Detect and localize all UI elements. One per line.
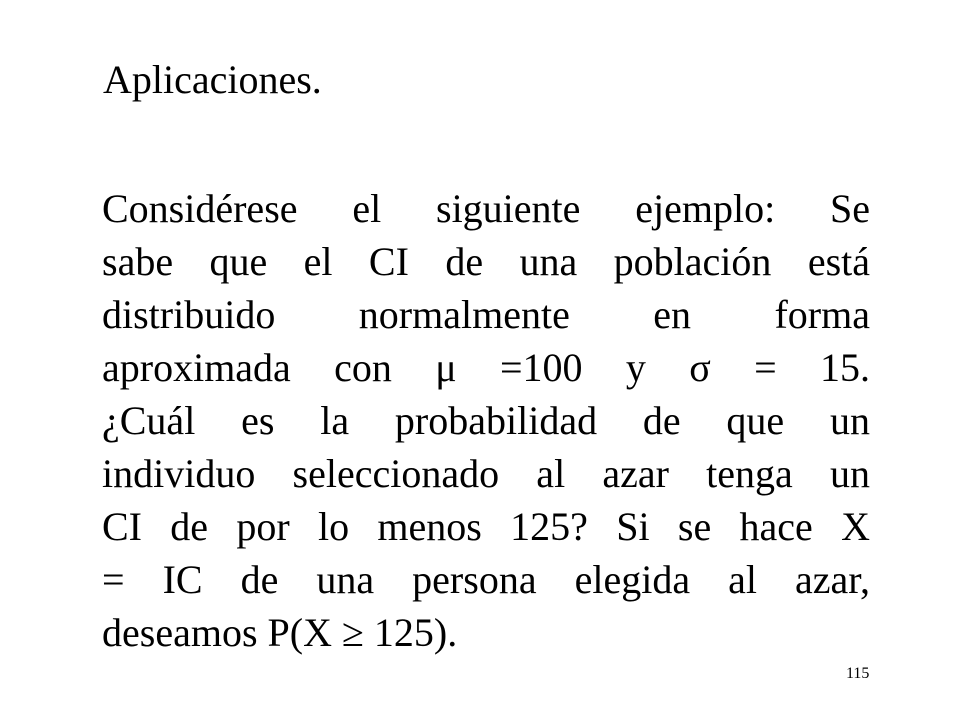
body-line: deseamos P(X ≥ 125). [102,610,458,655]
body-line: individuo seleccionado al azar tenga un [102,451,870,496]
slide-title: Aplicaciones. [103,57,322,102]
slide-body [102,182,870,659]
page-number: 115 [846,665,870,682]
body-line: aproximada con μ =100 y σ = 15. [102,345,870,390]
body-line: distribuido normalmente en forma [102,292,870,337]
body-line: ¿Cuál es la probabilidad de que un [102,398,870,443]
body-line: CI de por lo menos 125? Si se hace X [102,504,870,549]
body-line: = IC de una persona elegida al azar, [102,557,870,602]
body-line: sabe que el CI de una población está [102,239,870,284]
body-line: Considérese el siguiente ejemplo: Se [102,186,870,231]
